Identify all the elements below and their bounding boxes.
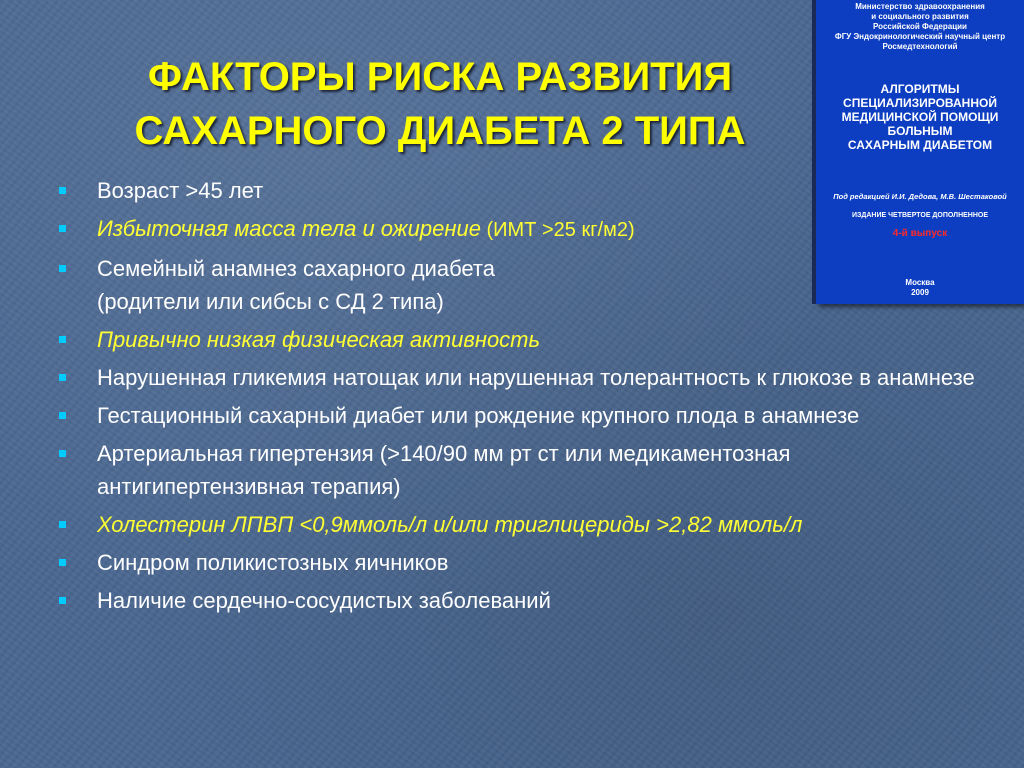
square-bullet-icon (59, 187, 66, 194)
book-title-line-4: БОЛЬНЫМ (887, 124, 953, 138)
list-item (56, 323, 976, 356)
square-bullet-icon (59, 265, 66, 272)
square-bullet-icon (59, 521, 66, 528)
list-item-text: Артериальная гипертензия (>140/90 мм рт ст или медикаментозная антигипертензивная терапия) (97, 441, 791, 499)
book-org-line-1: Министерство здравоохранения (855, 2, 985, 11)
book-title-line-3: МЕДИЦИНСКОЙ ПОМОЩИ (841, 110, 999, 124)
square-bullet-icon (59, 225, 66, 232)
square-bullet-icon (59, 412, 66, 419)
square-bullet-icon (59, 597, 66, 604)
list-item-text: Синдром поликистозных яичников (97, 550, 449, 575)
list-item-text: Семейный анамнез сахарного диабета (97, 256, 495, 281)
book-year: 2009 (911, 288, 929, 297)
square-bullet-icon (59, 450, 66, 457)
list-item-text: Наличие сердечно-сосудистых заболеваний (97, 588, 551, 613)
list-item (56, 174, 976, 207)
slide-title (70, 50, 810, 158)
list-item (56, 212, 976, 247)
list-item (56, 437, 976, 503)
book-title-line-2: СПЕЦИАЛИЗИРОВАННОЙ (843, 96, 997, 110)
list-item (56, 584, 976, 617)
list-item (56, 508, 976, 541)
book-title-line-5: САХАРНЫМ ДИАБЕТОМ (847, 138, 993, 152)
book-city: Москва (905, 278, 935, 287)
slide-title-line-1: ФАКТОРЫ РИСКА РАЗВИТИЯ (147, 55, 733, 99)
square-bullet-icon (59, 559, 66, 566)
book-issue: 4-й выпуск (892, 228, 948, 239)
book-editors: Под редакцией И.И. Дедова, М.В. Шестаковой (833, 192, 1007, 201)
book-org-line-2: и социального развития (871, 12, 969, 21)
square-bullet-icon (59, 336, 66, 343)
list-item-text: Гестационный сахарный диабет или рождение крупного плода в анамнезе (97, 403, 860, 428)
list-item-text: Нарушенная гликемия натощак или нарушенная толерантность к глюкозе в анамнезе (97, 365, 975, 390)
list-item-text: Привычно низкая физическая активность (97, 327, 541, 352)
slide-title-line-2: САХАРНОГО ДИАБЕТА 2 ТИПА (134, 109, 746, 153)
list-item (56, 252, 976, 285)
book-org-line-4: ФГУ Эндокринологический научный центр (834, 32, 1006, 41)
list-item (56, 546, 976, 579)
book-title (816, 82, 1024, 152)
list-item-text: Холестерин ЛПВП <0,9ммоль/л и/или триглицериды >2,82 ммоль/л (97, 512, 803, 537)
book-edition: ИЗДАНИЕ ЧЕТВЕРТОЕ ДОПОЛНЕННОЕ (851, 212, 989, 219)
list-item (56, 361, 976, 394)
list-item-text: (родители или сибсы с СД 2 типа) (97, 289, 444, 314)
book-publisher (816, 2, 1024, 52)
list-item-continuation (56, 285, 976, 318)
list-item-extra: (ИМТ >25 кг/м2) (480, 219, 635, 241)
square-bullet-icon (59, 374, 66, 381)
list-item (56, 399, 976, 432)
risk-factor-list (56, 174, 976, 622)
list-item-text: Возраст >45 лет (97, 178, 264, 203)
book-org-line-5: Росмедтехнологий (882, 42, 958, 51)
list-item-text: Избыточная масса тела и ожирение (97, 216, 481, 241)
book-org-line-3: Российской Федерации (873, 22, 967, 31)
book-title-line-1: АЛГОРИТМЫ (880, 82, 960, 96)
